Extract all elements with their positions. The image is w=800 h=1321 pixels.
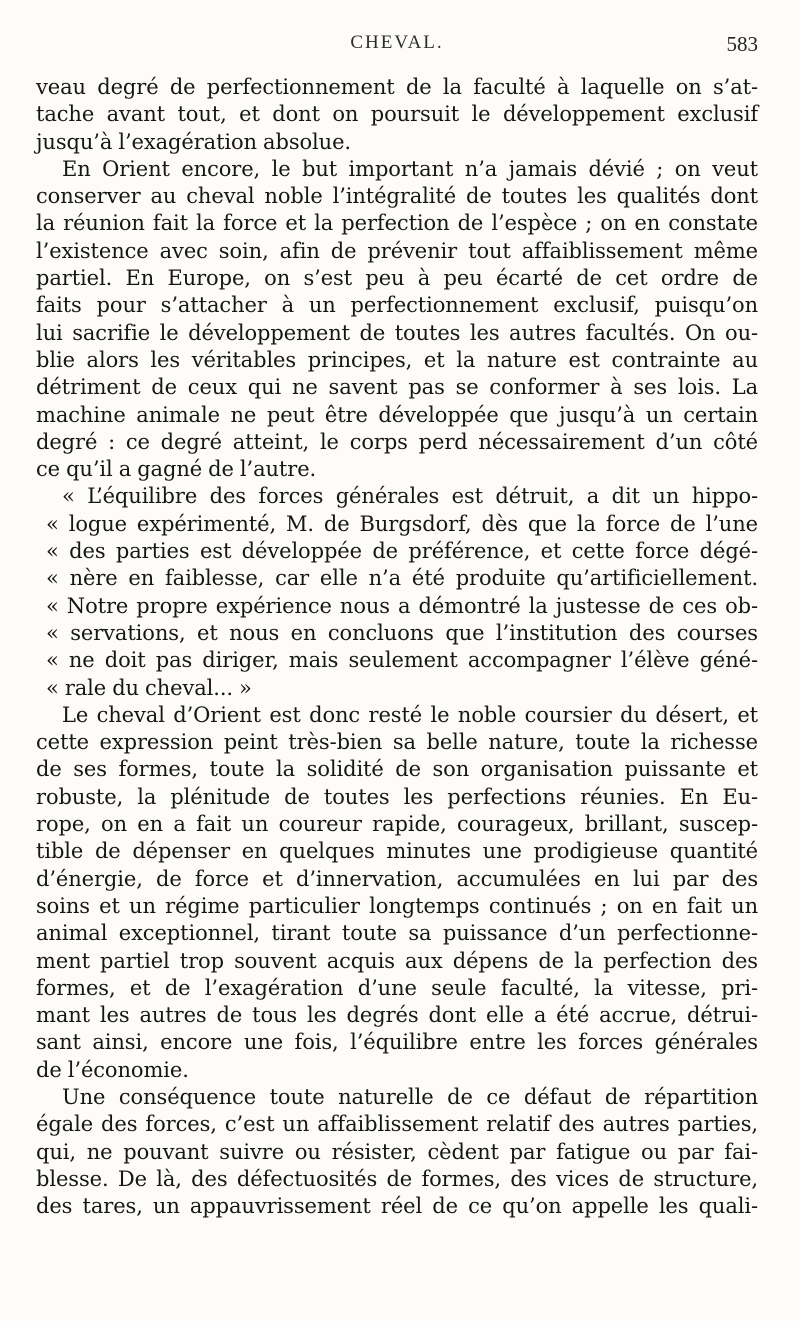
text-line: tible de dépenser en quelques minutes une prodigieuse quantité: [36, 839, 758, 864]
quote-line: « nère en faiblesse, car elle n’a été produite qu’artificiellement.: [46, 566, 758, 591]
text-line: formes, et de l’exagération d’une seule faculté, la vitesse, pri-: [36, 975, 758, 1000]
quote-line: « des parties est développée de préférence, et cette force dégé-: [46, 539, 758, 564]
text-line: détriment de ceux qui ne savent pas se conformer à ses lois. La: [36, 375, 758, 400]
text-line: soins et un régime particulier longtemps continués ; on en fait un: [36, 893, 758, 918]
text-line: qui, ne pouvant suivre ou résister, cèdent par fatigue ou par fai-: [36, 1139, 758, 1164]
page-number: 583: [726, 32, 758, 56]
text-line: machine animale ne peut être développée que jusqu’à un certain: [36, 402, 758, 427]
body-text: [36, 74, 758, 1220]
text-line: égale des forces, c’est un affaiblissement relatif des autres parties,: [36, 1112, 758, 1137]
text-line: degré : ce degré atteint, le corps perd nécessairement d’un côté: [36, 429, 758, 454]
text-line: partiel. En Europe, on s’est peu à peu écarté de cet ordre de: [36, 266, 758, 291]
text-line: conserver au cheval noble l’intégralité de toutes les qualités dont: [36, 184, 758, 209]
text-line: animal exceptionnel, tirant toute sa puissance d’un perfectionne-: [36, 921, 758, 946]
quote-line: « servations, et nous en concluons que l’institution des courses: [46, 620, 758, 645]
text-line: veau degré de perfectionnement de la faculté à laquelle on s’at-: [36, 75, 758, 99]
running-head: CHEVAL.: [350, 32, 444, 53]
text-line: de l’économie.: [36, 1057, 189, 1082]
text-line: blesse. De là, des défectuosités de formes, des vices de structure,: [36, 1166, 758, 1191]
quote-line: « Notre propre expérience nous a démontré la justesse de ces ob-: [46, 593, 758, 618]
text-line: tache avant tout, et dont on poursuit le développement exclusif: [36, 102, 758, 127]
text-line: rope, on en a fait un coureur rapide, courageux, brillant, suscep-: [36, 812, 758, 837]
text-line: jusqu’à l’exagération absolue.: [36, 129, 351, 154]
text-line: ment partiel trop souvent acquis aux dépens de la perfection des: [36, 948, 758, 973]
text-line: faits pour s’attacher à un perfectionnement exclusif, puisqu’on: [36, 293, 758, 318]
text-line: la réunion fait la force et la perfection de l’espèce ; on en constate: [36, 211, 758, 236]
text-line: l’existence avec soin, afin de prévenir tout affaiblissement même: [36, 238, 758, 263]
text-line: des tares, un appauvrissement réel de ce qu’on appelle les quali-: [36, 1194, 758, 1219]
text-line: Le cheval d’Orient est donc resté le noble coursier du désert, et: [62, 702, 758, 727]
quote-line: « ne doit pas diriger, mais seulement accompagner l’élève géné-: [46, 648, 758, 673]
text-line: mant les autres de tous les degrés dont elle a été accrue, détrui-: [36, 1003, 758, 1028]
text-line: blie alors les véritables principes, et la nature est contrainte au: [36, 347, 758, 372]
text-line: cette expression peint très-bien sa belle nature, toute la richesse: [36, 730, 758, 755]
quote-line: « L’équilibre des forces générales est détruit, a dit un hippo-: [62, 484, 758, 509]
quote-line: « rale du cheval... »: [46, 675, 252, 700]
text-line: de ses formes, toute la solidité de son organisation puissante et: [36, 757, 758, 782]
text-line: Une conséquence toute naturelle de ce défaut de répartition: [62, 1084, 758, 1109]
text-line: ce qu’il a gagné de l’autre.: [36, 457, 317, 482]
quote-line: « logue expérimenté, M. de Burgsdorf, dès que la force de l’une: [46, 511, 758, 536]
text-line: sant ainsi, encore une fois, l’équilibre entre les forces générales: [36, 1030, 758, 1055]
text-line: En Orient encore, le but important n’a jamais dévié ; on veut: [62, 156, 758, 181]
page-header: [36, 26, 758, 74]
text-line: lui sacrifie le développement de toutes les autres facultés. On ou-: [36, 320, 758, 345]
text-line: d’énergie, de force et d’innervation, accumulées en lui par des: [36, 866, 758, 891]
text-line: robuste, la plénitude de toutes les perfections réunies. En Eu-: [36, 784, 758, 809]
